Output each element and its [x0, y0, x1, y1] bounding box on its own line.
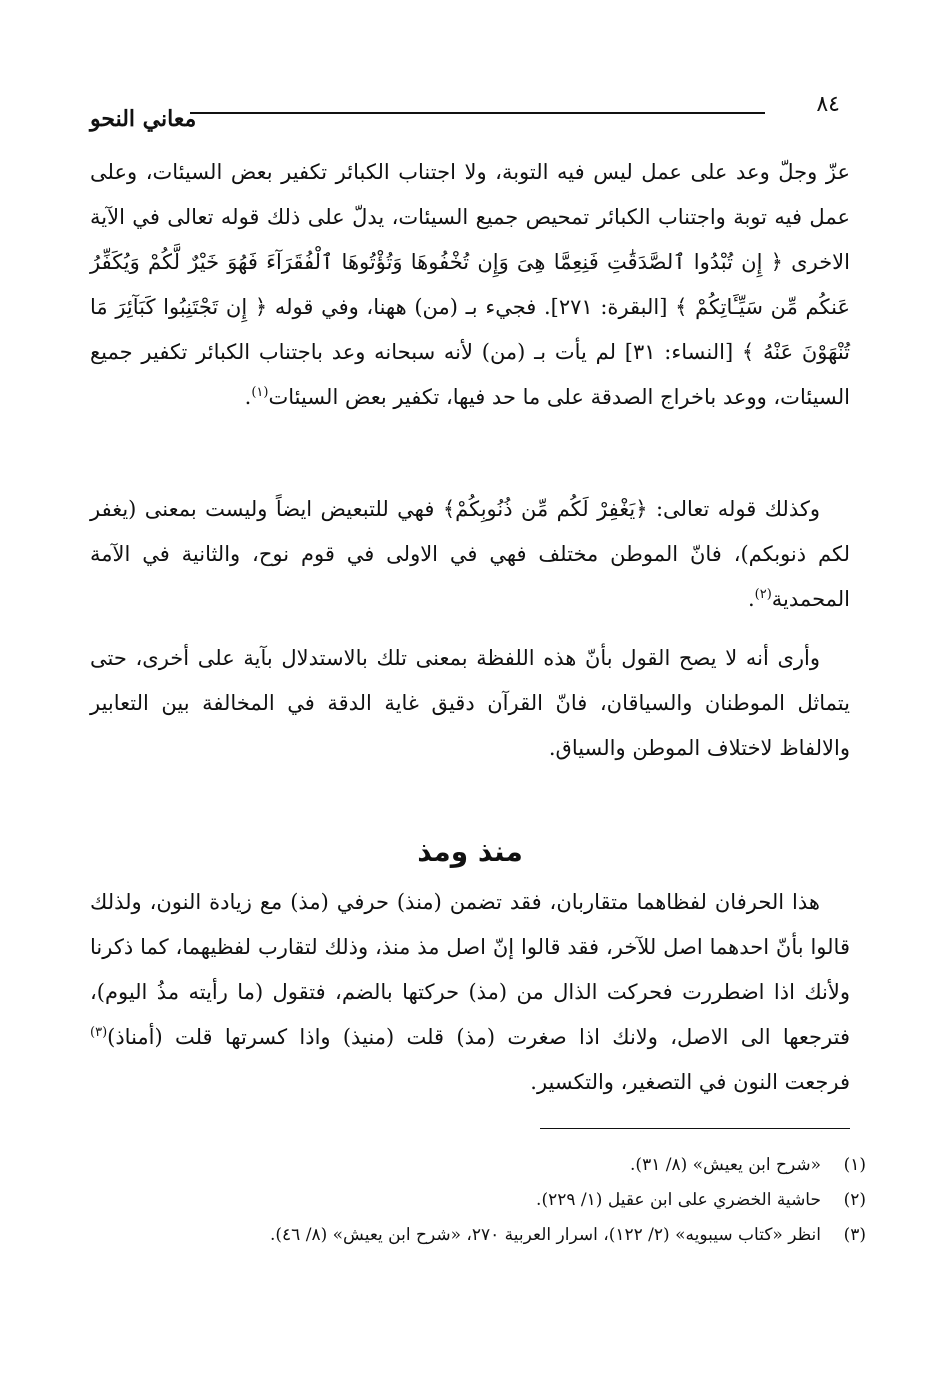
paragraph-2 [90, 487, 850, 622]
header-rule [190, 112, 765, 114]
paragraph-1-end: . [244, 385, 252, 409]
footnote-text: انظر «كتاب سيبويه» (٢/ ١٢٢)، اسرار العربية ٢٧٠، «شرح ابن يعيش» (٨/ ٤٦). [270, 1225, 821, 1245]
paragraph-4-text-a: هذا الحرفان لفظاهما متقاربان، فقد تضمن (منذ) حرفي (مذ) مع زيادة النون، ولذلك قالوا بأنّ احدهما اصل للآخر، فقد قالوا إنّ اصل مذ منذ، وذلك لتقارب لفظيهما، كما ذكرنا ولأنك اذا اضطررت فحركت الذال من (مذ) حركتها بالضم، فتقول (ما رأيته مذُ اليوم)، فترجعها الى الاصل، ولانك اذا صغرت (مذ) قلت (منيذ) واذا كسرتها قلت (أمناذ) [90, 890, 851, 1049]
paragraph-2-text-b: فهي للتبعيض ايضاً وليست بمعنى (يغفر لكم ذنوبكم)، فانّ الموطن مختلف فهي في الاولى في قوم نوح، والثانية في الآمة المحمدية [90, 497, 850, 611]
footnote-rule [540, 1128, 850, 1129]
paragraph-1 [90, 150, 850, 420]
section-heading: منذ ومذ [417, 835, 523, 868]
page-number: ٨٤ [816, 92, 840, 117]
paragraph-1-text-c: [النساء: ٣١] لم يأت بـ (من) لأنه سبحانه وعد باجتناب الكبائر تكفير جميع السيئات، ووعد باخراج الصدقة على ما حد فيها، تكفير بعض السيئات [90, 340, 850, 409]
paragraph-4 [90, 880, 850, 1105]
paragraph-3-text: وأرى أنه لا يصح القول بأنّ هذه اللفظة بمعنى تلك بالاستدلال بآية على أخرى، حتى يتماثل الموطنان والسياقان، فانّ القرآن دقيق غاية الدقة في المخالفة بين التعابير والالفاظ لاختلاف الموطن والسياق. [90, 646, 850, 760]
quran-quote-yaghfir: ﴿يَغْفِرْ لَكُم مِّن ذُنُوبِكُمْ﴾ [442, 497, 648, 521]
quran-quote-nisa-31: ﴿ إِن تَجْتَنِبُوا كَبَآئِرَ مَا تُنْهَوْنَ عَنْهُ ﴾ [90, 295, 850, 364]
running-title: معاني النحو [90, 106, 197, 132]
footnote-item [90, 1183, 866, 1218]
footnote-item [90, 1218, 866, 1253]
footnote-number: (٢) [843, 1190, 866, 1210]
paragraph-4-text-b: فرجعت النون في التصغير، والتكسير. [530, 1070, 850, 1094]
footnote-ref-2: (٢) [754, 587, 772, 602]
paragraph-2-end: . [747, 587, 755, 611]
quran-quote-baqarah-271: ﴿ إِن تُبْدُوا ٱلصَّدَقَٰتِ فَنِعِمَّا هِىَ وَإِن تُخْفُوهَا وَتُؤْتُوهَا ٱلْفُقَرَآءَ فَهُوَ خَيْرٌ لَّكُمْ وَيُكَفِّرُ عَنكُم مِّن سَيِّـَٔاتِكُمْ ﴾ [90, 250, 850, 319]
paragraph-1-text-a: عزّ وجلّ وعد على عمل ليس فيه التوبة، ولا اجتناب الكبائر تكفير بعض السيئات، وعلى عمل فيه توبة واجتناب الكبائر تمحيص جميع السيئات، يدلّ على ذلك قوله تعالى في الآية الاخرى [90, 160, 850, 274]
footnote-ref-1: (١) [251, 385, 269, 400]
footnote-item [90, 1148, 866, 1183]
footnote-number: (١) [843, 1155, 866, 1175]
footnote-text: «شرح ابن يعيش» (٨/ ٣١). [630, 1155, 821, 1175]
footnote-text: حاشية الخضري على ابن عقيل (١/ ٢٢٩). [536, 1190, 821, 1210]
footnote-number: (٣) [843, 1225, 866, 1245]
footnotes [90, 1148, 866, 1253]
footnote-ref-3: (٣) [90, 1025, 108, 1040]
page-header [90, 92, 850, 132]
paragraph-2-text-a: وكذلك قوله تعالى: [647, 497, 820, 521]
paragraph-1-text-b: [البقرة: ٢٧١]. فجيء بـ (من) ههنا، وفي قوله [267, 295, 676, 319]
paragraph-3 [90, 636, 850, 771]
